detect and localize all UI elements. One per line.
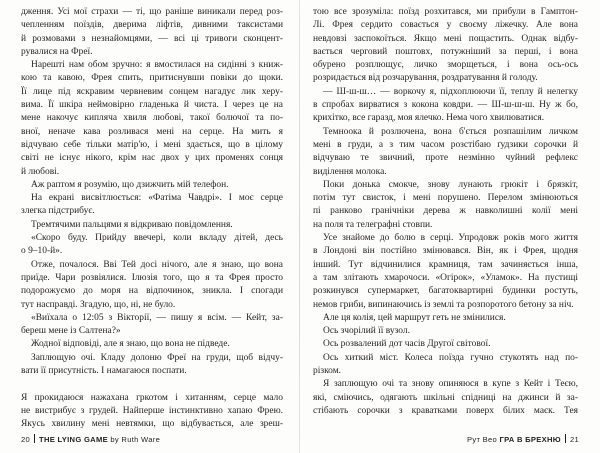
text-line: чепленням поїздів, дверима ліфтів, дивними таксистами xyxy=(21,20,283,31)
text-line: на поля та телеграфні стовпи. xyxy=(313,219,433,230)
text-line: а там злітають хмарочоси. «Огірок», «Уламок». На пустищі xyxy=(313,272,578,283)
text-line: обурено розплющує, личко зморщеться, і вона ось-ось xyxy=(313,60,578,71)
text-line: мене накочує кипляча хвиля любові, такої болючої та по- xyxy=(21,113,283,124)
text-line: виділення молока. xyxy=(313,166,387,177)
text-line: Я прокидаюся нажахана гркотом і хитанням, серце мало xyxy=(21,392,283,403)
right-page xyxy=(300,0,600,453)
text-line: Усе знайоме до болю в серці. Упродовж років мого життя xyxy=(323,233,578,244)
text-line: різком. xyxy=(313,366,342,377)
text-line: які, сміючись, одягають шкільні спідниці на джинси й за- xyxy=(313,392,578,403)
right-page-footer xyxy=(467,434,579,444)
text-line: злегка підстрибує. xyxy=(21,206,95,217)
text-line: Ось хиткий міст. Колеса поїзда гучно стукотять над по- xyxy=(323,352,578,363)
text-line: Ось розвалений дот часів Другої світової. xyxy=(323,339,491,350)
text-line: Отже, почалося. Вві Тей досі нічого, але я знаю, що вона xyxy=(31,259,283,270)
text-line: Жодної відповіді, але я знаю, що вона не підведе. xyxy=(31,339,230,350)
left-text-column xyxy=(21,6,283,432)
text-line: крихітко, все гаразд, моя ялечко. Нема чого хвилюватися. xyxy=(313,113,545,124)
text-line: не вистрибує з грудей. Найперше інстинктивно хапаю Фрею. xyxy=(21,405,283,416)
text-line: Якусь хвилину мені невтямки, що відбувається, але зреш- xyxy=(21,419,283,430)
text-line: — Ш-ш-ш… — воркочу я, підхоплюючи її, теплу й нелегку xyxy=(323,86,578,97)
text-line: вима. Її шкіра неймовірно гладенька й чиста. І через це на xyxy=(21,100,283,111)
text-line: стібають сорочки з краватками поверх білих маєк. Тея xyxy=(313,405,578,416)
text-line: Лі. Фрея сердито совається у своєму ліжечку. Але вона xyxy=(313,20,578,31)
text-line: Тремтячими пальцями я відкриваю повідомлення. xyxy=(31,219,233,230)
text-line: в Лондоні він постійно змінювався. Він, як і Фрея, щодня xyxy=(313,246,578,257)
left-page-footer xyxy=(21,434,160,444)
text-line: вної, неначе кава розливася мені на серце. На мить я xyxy=(21,126,283,137)
text-line: в спробах вирватися з кокона ковдри. — Ш-ш-ш-ш. Ну ж бо, xyxy=(313,100,578,111)
text-line: немов гриби, випинаючись із землі та розпоротого бетону за ніч. xyxy=(313,299,574,310)
text-line: дження. Усі мої страхи — ті, що раніше виникали перед роз- xyxy=(21,7,283,17)
running-head-author-ua: Рут Вео xyxy=(467,435,498,444)
text-line: Поки донька смокче, знову лунають грюкіт і брязкіт, xyxy=(323,179,578,190)
text-line: Нарешті нам обом зручно: я вмостилася на сидінні з книж- xyxy=(31,60,283,71)
paragraph-gap xyxy=(21,378,283,391)
text-line: вається черговий поштовх, потужніший за перші, і вона xyxy=(313,46,578,57)
text-line: береш мене із Салтена?» xyxy=(21,326,121,337)
text-line: вати її присутність. І намагаюся поспати. xyxy=(21,366,187,377)
text-line: подорожуємо до моря на відпочинок, зникла. І спогади xyxy=(21,286,283,297)
text-line: відчуваю себе тільки матір'ю, і мені здається, що в цілому xyxy=(21,139,283,150)
text-line: пі ранково гранічніки дерева ж навколишні колії мені xyxy=(313,206,578,217)
text-line: кою та кавою, Фрея спить, притиснувши повіки до щоки. xyxy=(21,73,283,84)
text-line: Аж раптом я розумію, що дзижчить мій телефон. xyxy=(31,179,229,190)
text-line: Темноока й розлючена, вона б'ється розпашілим личком xyxy=(323,126,578,137)
text-line: приїде. Чари розвіялися. Ілюзія того, що я та Фрея просто xyxy=(21,272,283,283)
text-line: рувалися на Фреї. xyxy=(21,46,93,57)
running-head-book-title: THE LYING GAME xyxy=(39,435,108,444)
running-head-title-ua: ГРА В БРЕХНЮ xyxy=(499,435,561,444)
text-line: потім тут свисток, і мені порушено. Перелом змінюються xyxy=(313,193,578,204)
text-line: Ось зчорілий її вузол. xyxy=(323,326,410,337)
text-line: розридається від розчарування, роздратування й голоду. xyxy=(313,73,538,84)
running-head-author: by Ruth Ware xyxy=(110,435,161,444)
text-line: Але ця колія, цей маршрут геть не змінилися. xyxy=(323,312,506,323)
text-line: невдовзі заспокоїться. Якщо мені пощастить. Однак відбу- xyxy=(313,33,578,44)
text-line: Заплющую очі. Кладу долоню Фреї на груди, щоб відчу- xyxy=(31,352,283,363)
right-page-number: 21 xyxy=(569,435,579,444)
text-line: тут насправді. Згадую, що, ні, не було. xyxy=(21,299,176,310)
left-page-number: 20 xyxy=(21,435,31,444)
text-line: мені в груди, а з тим часом розстібаю ґудзики сорочки й xyxy=(313,139,578,150)
right-text-column xyxy=(313,6,578,418)
text-line: відчуваю те звичний, проте незмінно чуйний рефлекс xyxy=(313,153,578,164)
text-line: розкинувся супермаркет, багатоквартирні будинки ростуть, xyxy=(313,286,578,297)
text-line: «Виїхала о 12:05 з Вікторії, — пишу я всім. — Кейт, за- xyxy=(31,312,283,323)
text-line: інший. Тут відчинилися крамниця, там зачиняється інша, xyxy=(313,259,578,270)
text-line: Я заплющую очі та знову опиняюся в купе з Кейт і Теєю, xyxy=(323,379,578,390)
text-line: й розмовами з незнайомцями, — всі ці тривоги сконцент- xyxy=(21,33,283,44)
text-line: Її лице під яскравим червневим сонцем нагадує лик херу- xyxy=(21,86,283,97)
text-line: тою все зрозуміла: поїзд розхитався, ми прибули в Гамптон- xyxy=(313,7,578,17)
text-line: «Скоро буду. Прийду ввечері, коли вкладу дітей, десь xyxy=(31,233,283,244)
text-line: й любові. xyxy=(21,166,60,177)
text-line: На екрані висвітлюється: «Фатіма Чавдрі». І моє серце xyxy=(31,193,283,204)
text-line: світі не існує нікого, крім нас двох у цих променях сонця xyxy=(21,153,283,164)
text-line: о 9–10-й». xyxy=(21,246,63,257)
